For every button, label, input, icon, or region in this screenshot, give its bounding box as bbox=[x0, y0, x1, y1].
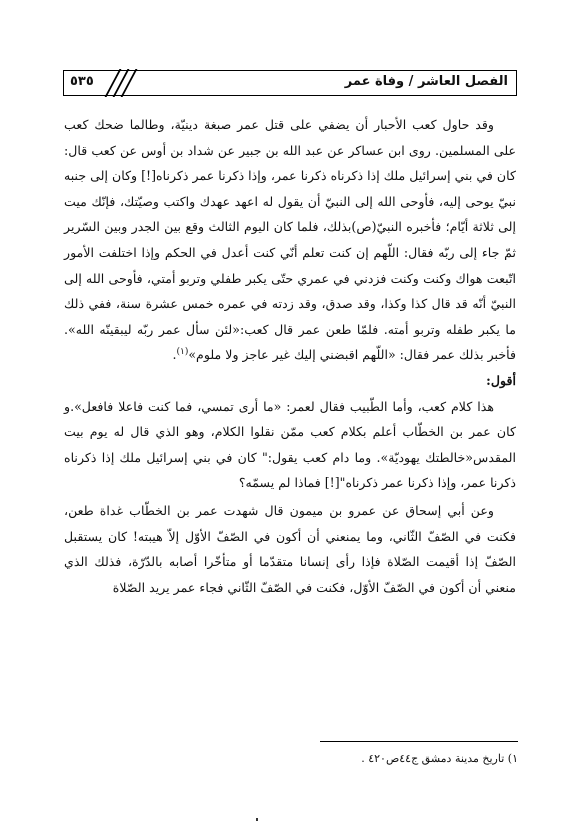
section-heading: أقول: bbox=[486, 372, 516, 388]
paragraph-3: وعن أبي إسحاق عن عمرو بن ميمون قال شهدت عمر بن الخطّاب غداة طعن، فكنت في الصّفّ الثّاني، وما يمنعني أن أكون في الصّفّ الأوّل إلاّ هيبته! كان يستقبل الصّفّ إذا أقيمت الصّلاة فإذا رأى إنسانا متقدّما أو متأخّرا أصابه بالدّرّة، فذلك الذي منعني أن أكون في الصّفّ الأوّل، فكنت في الصّفّ الثّاني فجاء عمر يريد الصّلاة bbox=[64, 502, 516, 595]
header-slash-ornament bbox=[106, 69, 140, 97]
footnote: ١) تاريخ مدينة دمشق ج٤٤ص٤٢٠ . bbox=[361, 752, 518, 765]
paragraph-1: وقد حاول كعب الأحبار أن يضفي على قتل عمر صبغة دينيّة، وطالما ضحك كعب على المسلمين. روى ابن عساكر عن عبد الله بن جبير عن شداد بن أوس عن كعب قال: كان في بني إسرائيل ملك إذا ذكرناه ذكرنا عمر، وإذا ذكرنا عمر ذكرناه[!] وكان إلى جنبه نبيّ يوحى إليه، فأوحى الله إلى النبيّ أن يقول له اعهد عهدك واكتب وصيّتك، فإنّك ميت إلى ثلاثة أيّام؛ فأخبره النبيّ(ص)بذلك، فلما كان اليوم الثالث وقع بين الجدر وبين السّرير ثمّ جاء إلى ربّه فقال: اللّهم إن كنت تعلم أنّي كنت أعدل في الحكم وإذا اختلفت الأمور اتّبعت هواك وكنت وكنت فزدني في عمري حتّى يكبر طفلي وتربو أمتي، فأوحى الله إلى النبيّ أنّه قد قال كذا وكذا، وقد صدق، وقد زدته في عمره خمس عشرة سنة، ففي ذلك ما يكبر طفله وتربو أمته. فلمّا طعن عمر قال كعب:«لئن سأل عمر ربّه ليبقينّه الله». فأخبر بذلك عمر فقال: «اللّهم اقبضني إليك غير عاجز ولا ملوم»$^{(١)}$. bbox=[64, 117, 516, 363]
chapter-title: الفصل العاشر / وفاة عمر bbox=[344, 74, 508, 89]
running-header bbox=[63, 70, 517, 96]
footnote-separator bbox=[320, 741, 518, 742]
footnote-marker: (١) bbox=[176, 347, 189, 358]
page-number: ٥٣٥ bbox=[70, 74, 94, 89]
scan-speck bbox=[256, 818, 258, 821]
paragraph-2: هذا كلام كعب، وأما الطّبيب فقال لعمر: «ما أرى تمسي، فما كنت فاعلا فافعل».و كان عمر بن الخطّاب أعلم بكلام كعب ممّن نقلوا الكلام، وهو الذي قال له يوم بيت المقدس«خالطتك يهوديّة». وما دام كعب يقول:" كان في بني إسرائيل ملك إذا ذكرناه ذكرنا عمر، وإذا ذكرنا عمر ذكرناه"[!] فماذا لم يسمّه؟ bbox=[64, 398, 516, 491]
main-text bbox=[64, 112, 516, 600]
